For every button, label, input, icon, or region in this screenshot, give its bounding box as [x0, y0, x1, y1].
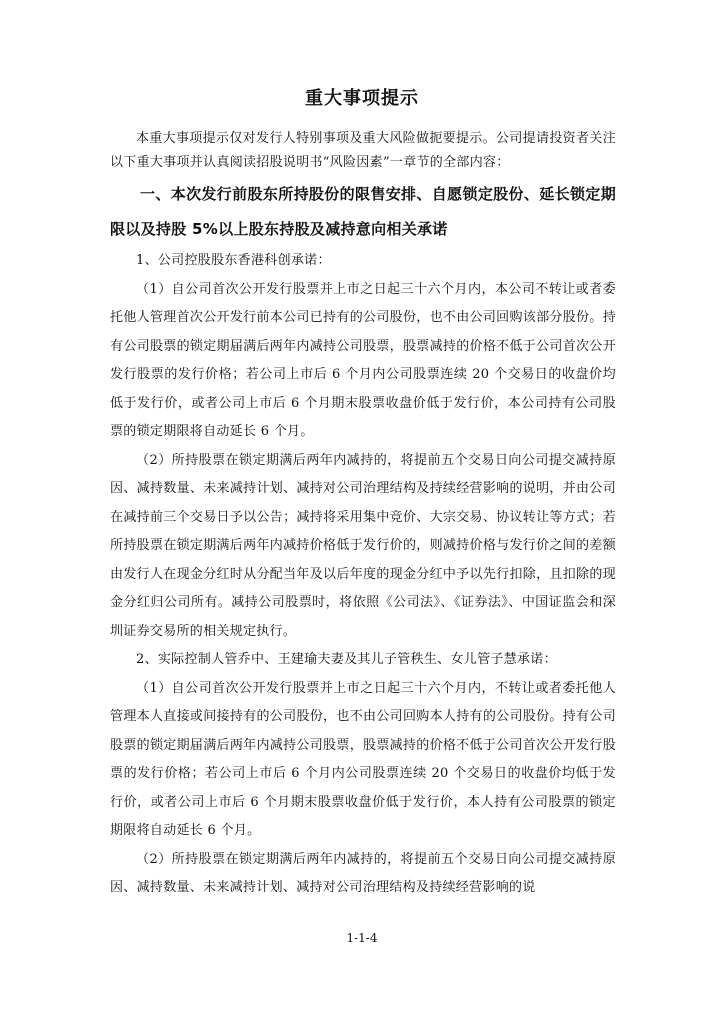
- item1-paragraph-2: （2）所持股票在锁定期满后两年内减持的，将提前五个交易日向公司提交减持原因、减持数量、未来减持计划、减持对公司治理结构及持续经营影响的说明，并由公司在减持前三个交易日予以公告；减持将采用集中竞价、大宗交易、协议转让等方式；若所持股票在锁定期满后两年内减持价格低于发行价的，则减持价格与发行价之间的差额由发行人在现金分红时从分配当年及以后年度的现金分红中予以先行扣除，且扣除的现金分红归公司所有。减持公司股票时，将依照《公司法》、《证券法》、中国证监会和深圳证券交易所的相关规定执行。: [110, 452, 616, 639]
- item2-heading: 2、实际控制人管乔中、王建瑜夫妻及其儿子管秩生、女儿管子慧承诺：: [136, 652, 557, 667]
- item1-paragraph-1: （1）自公司首次公开发行股票并上市之日起三十六个月内，本公司不转让或者委托他人管理首次公开发行前本公司已持有的公司股份，也不由公司回购该部分股份。持有公司股票的锁定期届满后两年内减持公司股票，股票减持的价格不低于公司首次公开发行股票的发行价格；若公司上市后 6 个月内公司股票连续 20 个交易日的收盘价均低于发行价，或者公司上市后 6 个月期末股票收盘价低于发行价，本公司持有公司股票的锁定期限将自动延长 6 个月。: [110, 281, 616, 439]
- item2-paragraph-1: （1）自公司首次公开发行股票并上市之日起三十六个月内，不转让或者委托他人管理本人直接或间接持有的公司股份，也不由公司回购本人持有的公司股份。持有公司股票的锁定期届满后两年内减持公司股票，股票减持的价格不低于公司首次公开发行股票的发行价格；若公司上市后 6 个月内公司股票连续 20 个交易日的收盘价均低于发行价，或者公司上市后 6 个月期末股票收盘价低于发行价，本人持有公司股票的锁定期限将自动延长 6 个月。: [110, 680, 616, 838]
- section-heading: 一、本次发行前股东所持股份的限售安排、自愿锁定股份、延长锁定期限以及持股 5%以上股东持股及减持意向相关承诺: [110, 185, 616, 238]
- item2-paragraph-2: （2）所持股票在锁定期满后两年内减持的，将提前五个交易日向公司提交减持原因、减持数量、未来减持计划、减持对公司治理结构及持续经营影响的说: [110, 851, 616, 895]
- item1-heading: 1、公司控股股东香港科创承诺：: [136, 253, 331, 268]
- page-title: 重大事项提示: [305, 88, 419, 109]
- intro-paragraph: 本重大事项提示仅对发行人特别事项及重大风险做扼要提示。公司提请投资者关注以下重大事项并认真阅读招股说明书“风险因素”一章节的全部内容：: [110, 131, 616, 170]
- page-number: 1-1-4: [346, 931, 378, 945]
- document-body: [110, 127, 616, 903]
